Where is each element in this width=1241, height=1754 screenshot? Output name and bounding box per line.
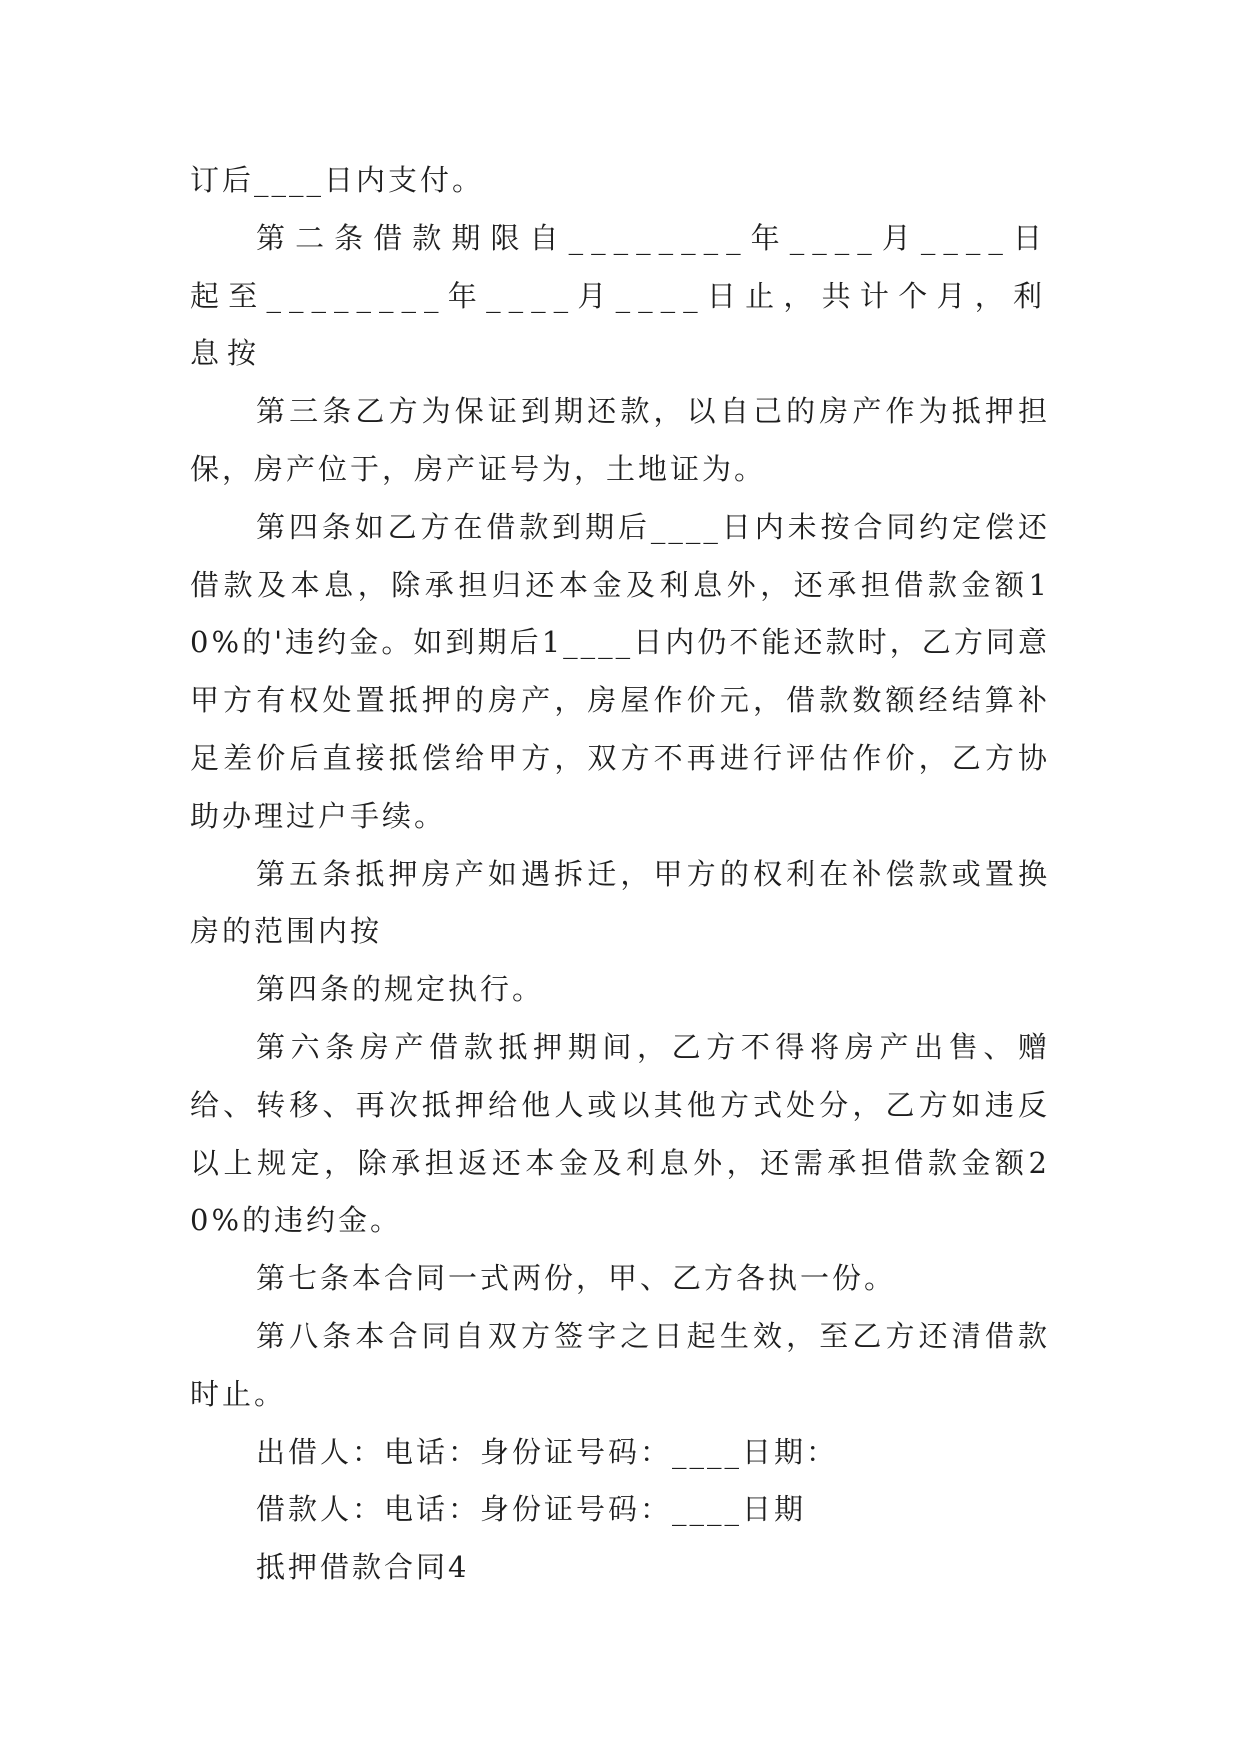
paragraph-article-6: 第六条房产借款抵押期间，乙方不得将房产出售、赠给、转移、再次抵押给他人或以其他方式处分，乙方如违反以上规定，除承担返还本金及利息外，还需承担借款金额20%的违约金。 bbox=[190, 1029, 1050, 1238]
paragraph-article-5-continued: 第四条的规定执行。 bbox=[256, 972, 545, 1007]
paragraph-article-8: 第八条本合同自双方签字之日起生效，至乙方还清借款时止。 bbox=[190, 1318, 1050, 1411]
paragraph-article-5: 第五条抵押房产如遇拆迁，甲方的权利在补偿款或置换房的范围内按 bbox=[190, 856, 1050, 949]
lender-signature-line: 出借人：电话：身份证号码：____日期： bbox=[256, 1434, 839, 1469]
paragraph-article-4: 第四条如乙方在借款到期后____日内未按合同约定偿还借款及本息，除承担归还本金及利息外，还承担借款金额10%的'违约金。如到期后1____日内仍不能还款时，乙方同意甲方有权处置抵押的房产，房屋作价元，借款数额经结算补足差价后直接抵偿给甲方，双方不再进行评估作价，乙方协助办理过户手续。 bbox=[190, 509, 1050, 833]
paragraph-article-2: 第二条借款期限自________年____月____日起至________年____月____日止，共计个月，利息按 bbox=[190, 220, 1050, 371]
borrower-signature-line: 借款人：电话：身份证号码：____日期 bbox=[256, 1492, 807, 1527]
paragraph-article-7: 第七条本合同一式两份，甲、乙方各执一份。 bbox=[256, 1261, 897, 1296]
contract-body bbox=[190, 152, 1050, 1597]
paragraph-payment-term: 订后____日内支付。 bbox=[190, 163, 485, 197]
next-contract-heading: 抵押借款合同4 bbox=[256, 1550, 470, 1585]
paragraph-article-3: 第三条乙方为保证到期还款，以自己的房产作为抵押担保，房产位于，房产证号为，土地证为。 bbox=[190, 394, 1050, 486]
